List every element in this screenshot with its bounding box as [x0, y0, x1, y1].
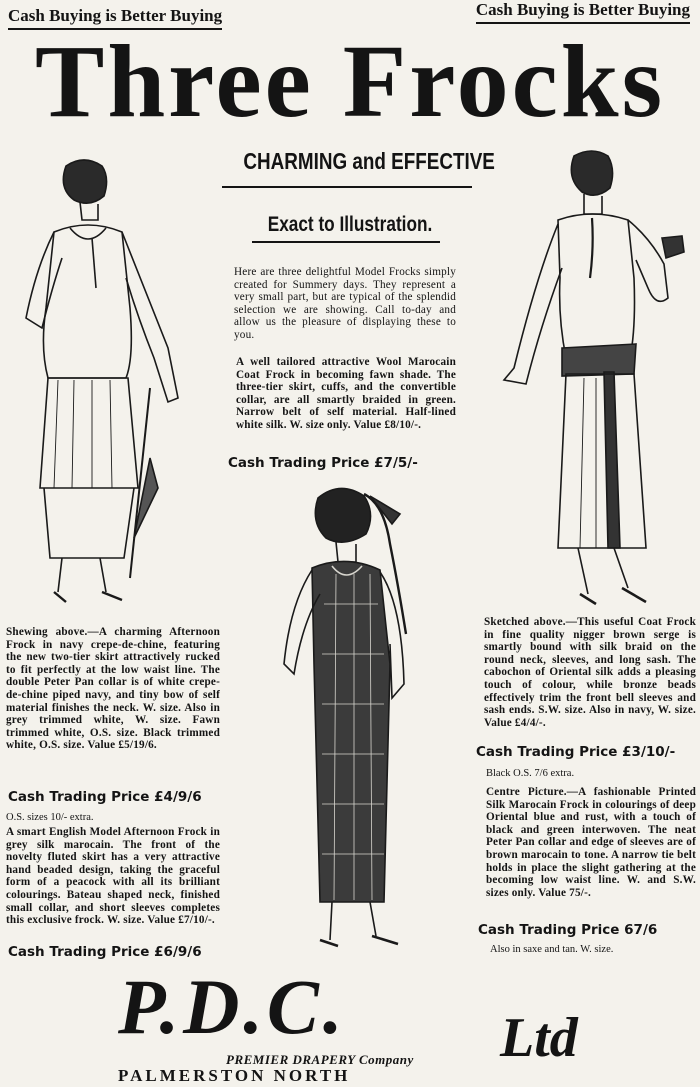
english-frock-price: Cash Trading Price £6/9/6 — [8, 944, 202, 960]
logo-ltd: Ltd — [500, 1007, 578, 1069]
centre-frock-description: Centre Picture.—A fashionable Printed Silk Marocain Frock in colourings of deep Oriental blue and rust, with a touch of black and green interwoven. The neat Peter Pan collar and edge of sleeves are of brown marocain to tone. A narrow tie belt holds in place the slight gathering at the becoming low waist line. W. and S.W. sizes only. Value 75/-. — [486, 786, 696, 899]
left-frock-price: Cash Trading Price £4/9/6 — [8, 789, 202, 805]
centre-frock-note: Also in saxe and tan. W. size. — [490, 944, 614, 955]
subtitle: CHARMING and EFFECTIVE — [243, 148, 495, 174]
slogan-left: Cash Buying is Better Buying — [8, 6, 222, 30]
centre-frock-price: Cash Trading Price 67/6 — [478, 922, 658, 938]
subtitle-rule — [222, 186, 472, 188]
sketched-frock-note: Black O.S. 7/6 extra. — [486, 768, 575, 779]
left-frock-description: Shewing above.—A charming Afternoon Frock in navy crepe-de-chine, featuring the new two-tier skirt attractively rucked to fit perfectly at the low waist line. The double Peter Pan collar is of white crepe-de-chine piped navy, and tiny bow of self material finishes the neck. W. size. Also in grey trimmed white, W. size. Fawn trimmed white, O.S. size. Black trimmed white, O.S. size. Value £5/19/6. — [6, 626, 220, 752]
pdc-logo: P.D.C. — [118, 963, 347, 1050]
sketched-frock-description: Sketched above.—This useful Coat Frock in fine quality nigger brown serge is smartly bound with silk braid on the round neck, sleeves, and long sash. The cabochon of Oriental silk adds a pleasing touch of colour, while bronze beads effectively trim the front bell sleeves and sash ends. S.W. size. Also in navy, W. size. Value £4/4/-. — [484, 616, 696, 729]
logo-company-name: PREMIER DRAPERY Company — [226, 1052, 414, 1067]
logo-town: PALMERSTON NORTH — [118, 1066, 351, 1085]
intro-text: Here are three delightful Model Frocks simply created for Summery days. They represent a very small part, but are typical of the splendid selection we are showing. Call to-day and allow us the pleasure of displaying these to you. — [234, 266, 456, 341]
right-frock-illustration — [496, 148, 690, 612]
slogan-right: Cash Buying is Better Buying — [476, 0, 690, 24]
page-title: Three Frocks — [34, 24, 666, 139]
wool-frock-description: A well tailored attractive Wool Marocain Coat Frock in becoming fawn shade. The three-tier skirt, cuffs, and the convertible collar, are all smartly braided in green. Narrow belt of self material. Half-lined white silk. W. size only. Value £8/10/-. — [236, 356, 456, 431]
left-frock-illustration — [18, 158, 190, 610]
sketched-frock-price: Cash Trading Price £3/10/- — [476, 744, 676, 760]
wool-frock-price: Cash Trading Price £7/5/- — [228, 455, 418, 471]
left-frock-note: O.S. sizes 10/- extra. — [6, 812, 94, 823]
english-frock-description: A smart English Model Afternoon Frock in grey silk marocain. The front of the novelty fluted skirt has a very attractive hand beaded design, taking the graceful form of a peacock with all its brilliant colourings. Bateau shaped neck, finished small collar, and short sleeves completes this exclusive frock. W. size. Value £7/10/-. — [6, 826, 220, 927]
exact-rule — [252, 241, 440, 243]
centre-frock-illustration — [280, 484, 426, 962]
exact-heading: Exact to Illustration. — [267, 213, 433, 236]
